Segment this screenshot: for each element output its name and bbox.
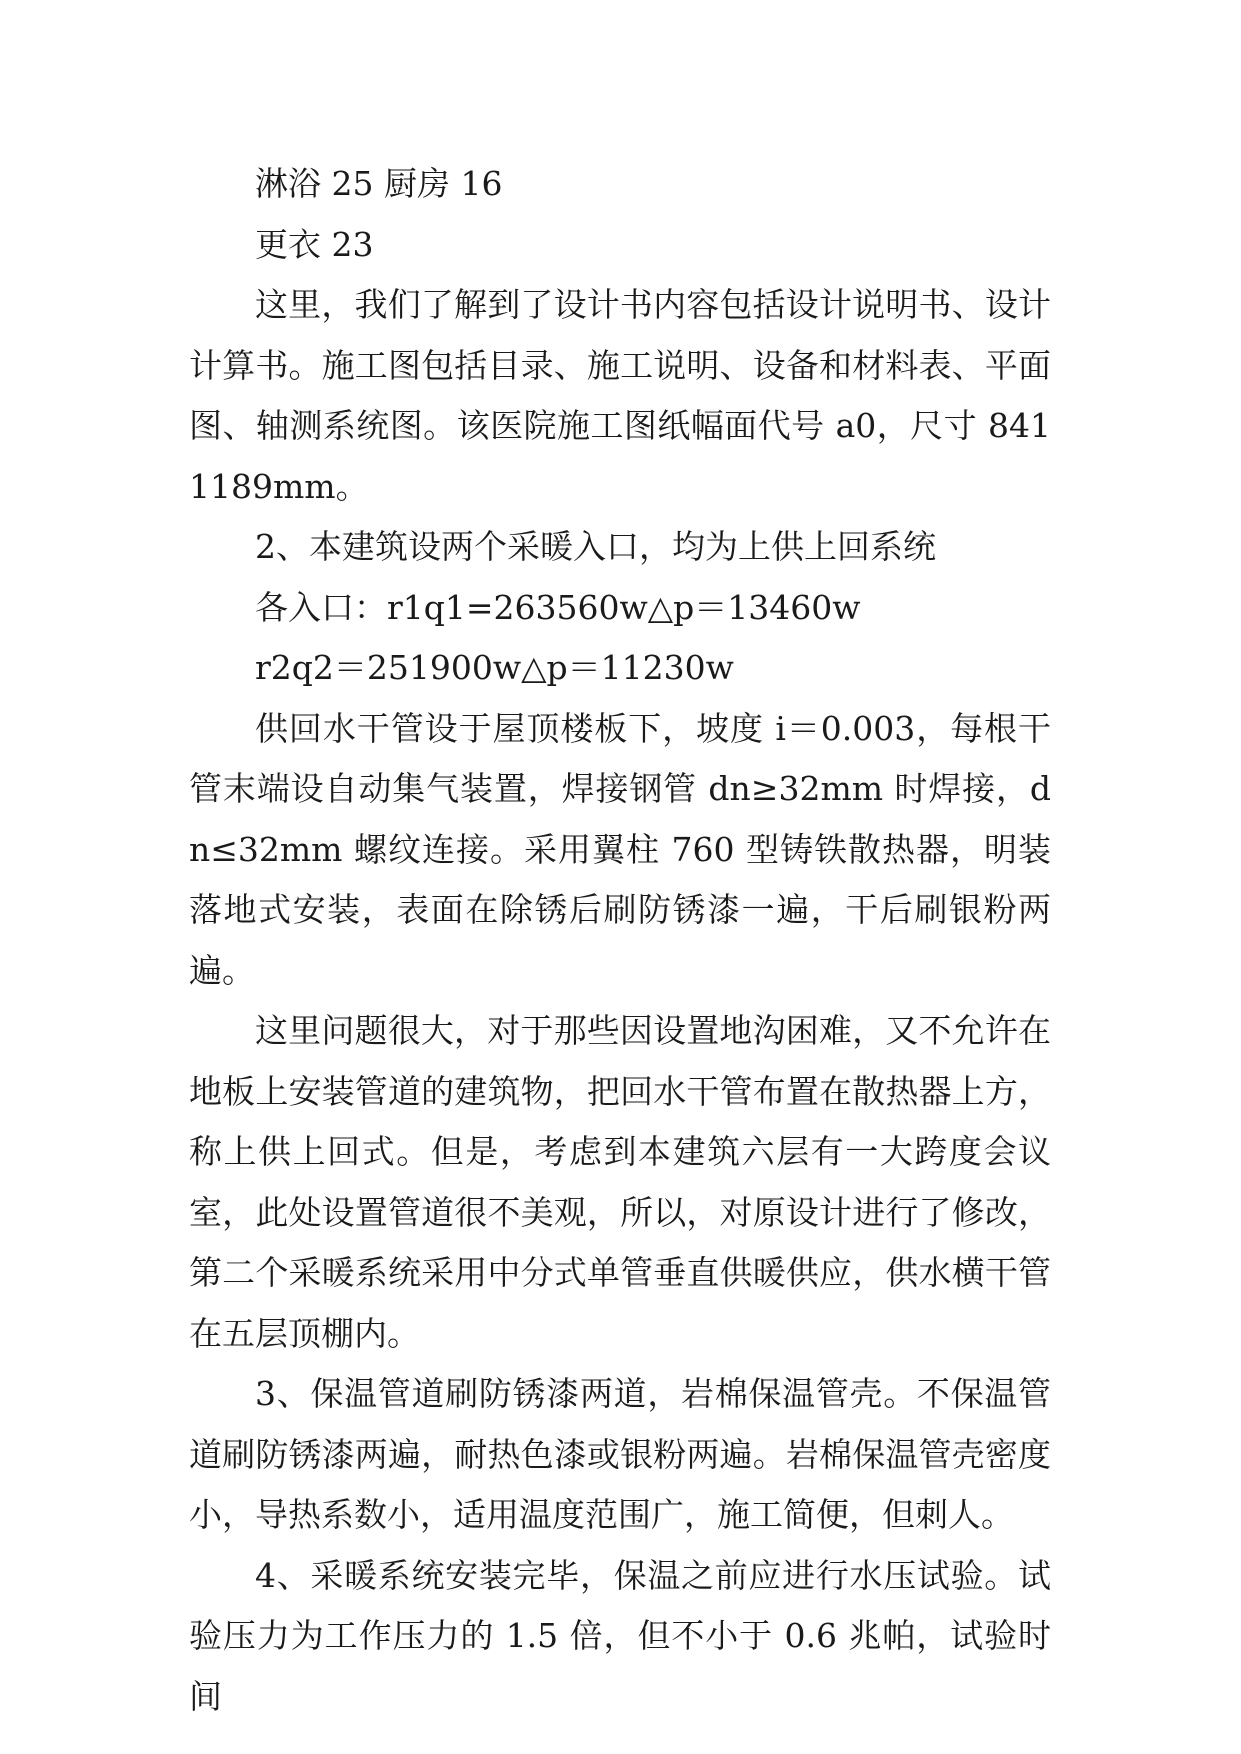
paragraph-design-book-contents: 这里，我们了解到了设计书内容包括设计说明书、设计计算书。施工图包括目录、施工说明、设备和材料表、平面图、轴测系统图。该医院施工图纸幅面代号 a0，尺寸 8411189mm。 — [189, 285, 1051, 506]
paragraph-changing-room: 更衣 23 — [255, 224, 374, 264]
paragraph-pressure-test: 4、采暖系统安装完毕，保温之前应进行水压试验。试验压力为工作压力的 1.5 倍，但不小于 0.6 兆帕，试验时间 — [189, 1555, 1051, 1716]
paragraph-entrance-1-load: 各入口：r1q1=263560w△p＝13460w — [255, 587, 861, 627]
paragraph-entrance-2-load: r2q2＝251900w△p＝11230w — [255, 648, 734, 687]
paragraph-supply-return-pipes: 供回水干管设于屋顶楼板下，坡度 i＝0.003，每根干管末端设自动集气装置，焊接钢管 dn≥32mm 时焊接，dn≤32mm 螺纹连接。采用翼柱 760 型铸铁散热器，明装落地式安装，表面在除锈后刷防锈漆一遍，干后刷银粉两遍。 — [189, 708, 1051, 990]
paragraph-insulation: 3、保温管道刷防锈漆两道，岩棉保温管壳。不保温管道刷防锈漆两遍，耐热色漆或银粉两遍。岩棉保温管壳密度小，导热系数小，适用温度范围广，施工简便，但刺人。 — [189, 1374, 1051, 1534]
paragraph-shower-kitchen: 淋浴 25 厨房 16 — [255, 164, 503, 203]
paragraph-heating-entrances: 2、本建筑设两个采暖入口，均为上供上回系统 — [255, 527, 936, 566]
paragraph-design-modification: 这里问题很大，对于那些因设置地沟困难，又不允许在地板上安装管道的建筑物，把回水干管布置在散热器上方，称上供上回式。但是，考虑到本建筑六层有一大跨度会议室，此处设置管道很不美观，所以，对原设计进行了修改，第二个采暖系统采用中分式单管垂直供暖供应，供水横干管在五层顶棚内。 — [189, 1011, 1051, 1353]
document-body — [189, 154, 1051, 1727]
